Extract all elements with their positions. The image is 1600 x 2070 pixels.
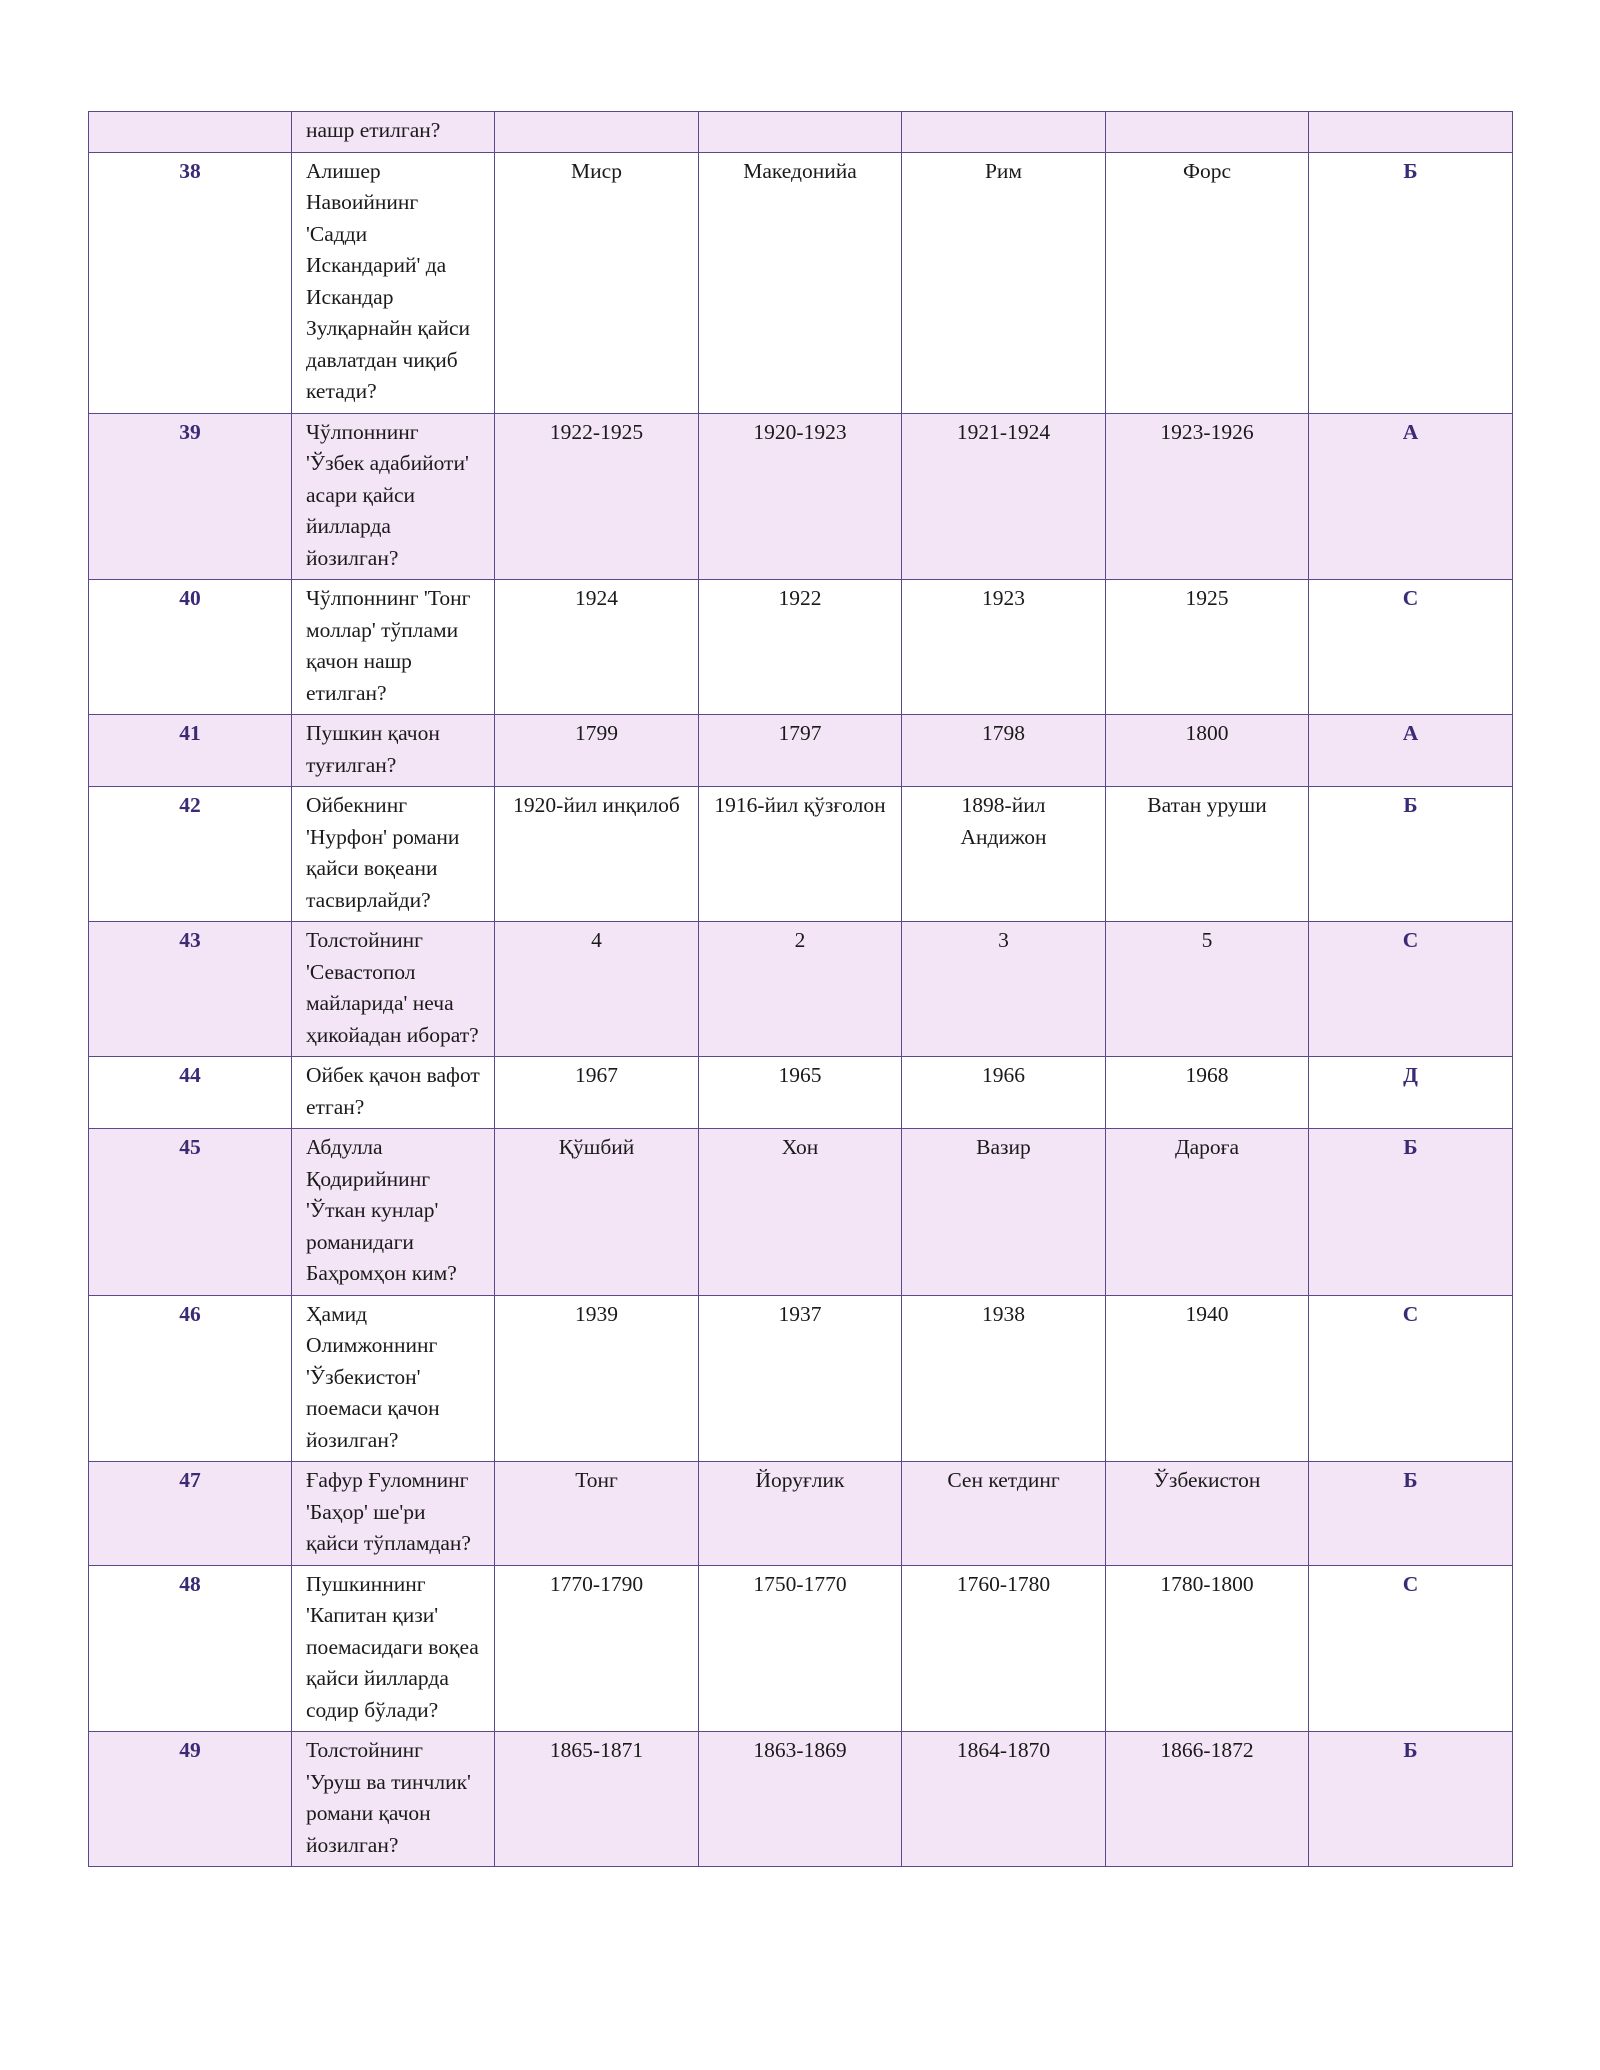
quiz-table-body [89, 112, 1513, 1867]
table-row [89, 1565, 1513, 1732]
table-row [89, 787, 1513, 922]
answer-option: Қўшбий [495, 1129, 699, 1296]
answer-option: Йоруғлик [699, 1462, 902, 1566]
answer-option: Сен кетдинг [902, 1462, 1106, 1566]
answer-option: 1924 [495, 580, 699, 715]
answer-option: 3 [902, 922, 1106, 1057]
answer-option: 1760-1780 [902, 1565, 1106, 1732]
question-number: 39 [89, 413, 292, 580]
question-number: 48 [89, 1565, 292, 1732]
answer-option: Дароға [1106, 1129, 1309, 1296]
question-number: 41 [89, 715, 292, 787]
answer-option: 1916-йил қўзғолон [699, 787, 902, 922]
answer-option: Миср [495, 152, 699, 413]
quiz-table [88, 111, 1513, 1867]
answer-option: 1966 [902, 1057, 1106, 1129]
table-row [89, 152, 1513, 413]
answer-option: 1937 [699, 1295, 902, 1462]
answer-option: 1967 [495, 1057, 699, 1129]
answer-option: 1920-йил инқилоб [495, 787, 699, 922]
question-number: 43 [89, 922, 292, 1057]
question-text: Алишер Навоийнинг 'Садди Искандарий' да Искандар Зулқарнайн қайси давлатдан чиқиб кетади? [292, 152, 495, 413]
answer-option: 1798 [902, 715, 1106, 787]
answer-option: 1922-1925 [495, 413, 699, 580]
correct-answer: С [1309, 1295, 1513, 1462]
table-row [89, 715, 1513, 787]
question-text: Пушкиннинг 'Капитан қизи' поемасидаги воқеа қайси йилларда содир бўлади? [292, 1565, 495, 1732]
question-number: 49 [89, 1732, 292, 1867]
question-text: Ойбек қачон вафот етган? [292, 1057, 495, 1129]
answer-option: Тонг [495, 1462, 699, 1566]
question-text: Чўлпоннинг 'Ўзбек адабийоти' асари қайси йилларда йозилган? [292, 413, 495, 580]
answer-option [902, 112, 1106, 153]
answer-option: 1923 [902, 580, 1106, 715]
question-text: Абдулла Қодирийнинг 'Ўткан кунлар' романидаги Баҳромҳон ким? [292, 1129, 495, 1296]
question-number: 44 [89, 1057, 292, 1129]
question-number: 42 [89, 787, 292, 922]
correct-answer: Б [1309, 787, 1513, 922]
question-number: 38 [89, 152, 292, 413]
answer-option: 1965 [699, 1057, 902, 1129]
table-row [89, 580, 1513, 715]
question-number: 47 [89, 1462, 292, 1566]
correct-answer: Б [1309, 152, 1513, 413]
answer-option: 1968 [1106, 1057, 1309, 1129]
question-text: Ойбекнинг 'Нурфон' романи қайси воқеани тасвирлайди? [292, 787, 495, 922]
answer-option: 1800 [1106, 715, 1309, 787]
answer-option: Македонийа [699, 152, 902, 413]
answer-option: Хон [699, 1129, 902, 1296]
answer-option: Ватан уруши [1106, 787, 1309, 922]
answer-option [1106, 112, 1309, 153]
answer-option: 1866-1872 [1106, 1732, 1309, 1867]
answer-option: 1863-1869 [699, 1732, 902, 1867]
answer-option: 1799 [495, 715, 699, 787]
table-row [89, 922, 1513, 1057]
correct-answer: Б [1309, 1129, 1513, 1296]
answer-option: 1864-1870 [902, 1732, 1106, 1867]
correct-answer: С [1309, 580, 1513, 715]
correct-answer: А [1309, 413, 1513, 580]
answer-option: 1925 [1106, 580, 1309, 715]
question-text: Толстойнинг 'Севастопол майларида' неча ҳикойадан иборат? [292, 922, 495, 1057]
question-number: 45 [89, 1129, 292, 1296]
table-row [89, 1462, 1513, 1566]
question-text: Ҳамид Олимжоннинг 'Ўзбекистон' поемаси қачон йозилган? [292, 1295, 495, 1462]
correct-answer: С [1309, 1565, 1513, 1732]
answer-option: Форс [1106, 152, 1309, 413]
answer-option: 1797 [699, 715, 902, 787]
question-number: 46 [89, 1295, 292, 1462]
answer-option [495, 112, 699, 153]
answer-option: 1923-1926 [1106, 413, 1309, 580]
answer-option: Вазир [902, 1129, 1106, 1296]
question-text: Пушкин қачон туғилган? [292, 715, 495, 787]
table-row [89, 1129, 1513, 1296]
table-row [89, 1732, 1513, 1867]
question-number [89, 112, 292, 153]
answer-option: 1865-1871 [495, 1732, 699, 1867]
correct-answer: С [1309, 922, 1513, 1057]
answer-option: 1939 [495, 1295, 699, 1462]
question-text: Ғафур Ғуломнинг 'Баҳор' ше'ри қайси тўпламдан? [292, 1462, 495, 1566]
answer-option: 1938 [902, 1295, 1106, 1462]
answer-option: 1920-1923 [699, 413, 902, 580]
correct-answer: Б [1309, 1732, 1513, 1867]
correct-answer: Д [1309, 1057, 1513, 1129]
correct-answer [1309, 112, 1513, 153]
table-row [89, 112, 1513, 153]
answer-option: 5 [1106, 922, 1309, 1057]
answer-option: Ўзбекистон [1106, 1462, 1309, 1566]
question-number: 40 [89, 580, 292, 715]
answer-option: 1750-1770 [699, 1565, 902, 1732]
answer-option: 1940 [1106, 1295, 1309, 1462]
question-text: Толстойнинг 'Уруш ва тинчлик' романи қачон йозилган? [292, 1732, 495, 1867]
answer-option: 1780-1800 [1106, 1565, 1309, 1732]
answer-option [699, 112, 902, 153]
question-text: Чўлпоннинг 'Тонг моллар' тўплами қачон нашр етилган? [292, 580, 495, 715]
answer-option: 1921-1924 [902, 413, 1106, 580]
table-row [89, 1057, 1513, 1129]
answer-option: 1922 [699, 580, 902, 715]
table-row [89, 1295, 1513, 1462]
table-row [89, 413, 1513, 580]
correct-answer: Б [1309, 1462, 1513, 1566]
answer-option: 1898-йил Андижон [902, 787, 1106, 922]
answer-option: 2 [699, 922, 902, 1057]
answer-option: 1770-1790 [495, 1565, 699, 1732]
answer-option: Рим [902, 152, 1106, 413]
correct-answer: А [1309, 715, 1513, 787]
question-text: нашр етилган? [292, 112, 495, 153]
answer-option: 4 [495, 922, 699, 1057]
